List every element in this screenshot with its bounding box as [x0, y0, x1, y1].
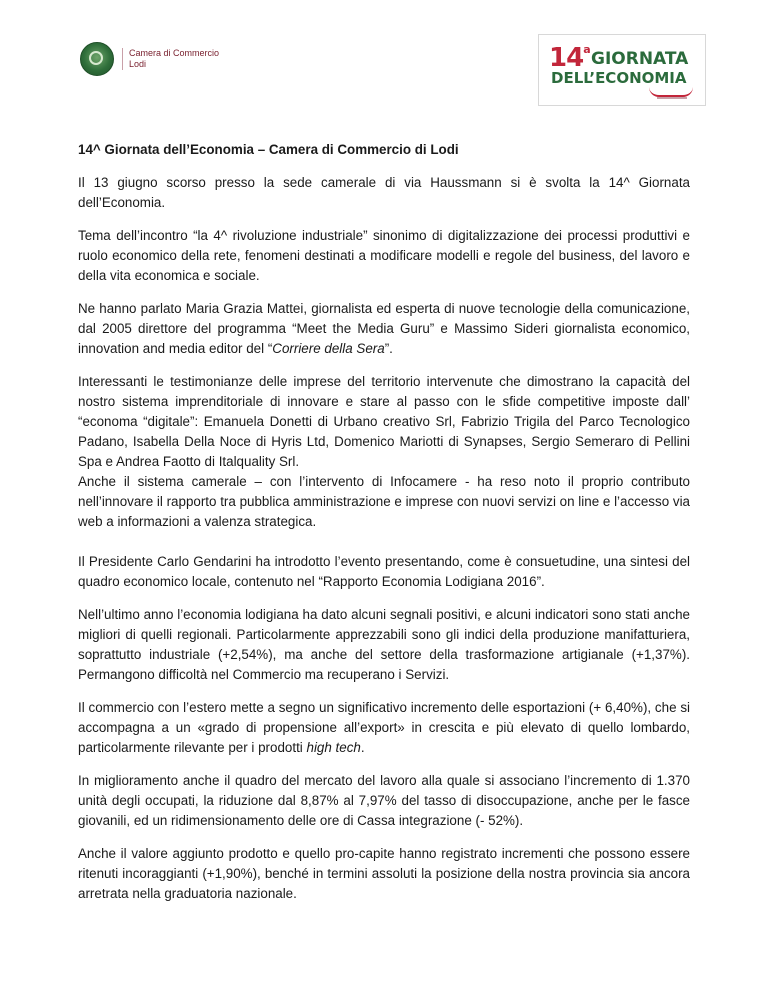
chamber-seal-icon — [80, 42, 114, 76]
giornata-logo-sup: a — [583, 43, 590, 56]
paragraph-6: Il Presidente Carlo Gendarini ha introdotto l’evento presentando, come è consuetudine, una sintesi del quadro economico locale, contenuto nel “Rapporto Economia Lodigiana 2016”. — [78, 554, 690, 589]
paragraph-1: Il 13 giugno scorso presso la sede camerale di via Haussmann si è svolta la 14^ Giornata dell’Economia. — [78, 175, 690, 210]
paragraph-5: Anche il sistema camerale – con l’intervento di Infocamere - ha reso noto il proprio contributo nell’innovare il rapporto tra pubblica amministrazione e imprese con nuovi servizi on line e l’accesso via web a informazioni a valenza strategica. — [78, 474, 690, 529]
document-title: 14^ Giornata dell’Economia – Camera di Commercio di Lodi — [78, 142, 459, 157]
giornata-logo-number-value: 14 — [549, 43, 584, 73]
page-header — [0, 0, 768, 120]
paragraph-9: In miglioramento anche il quadro del mercato del lavoro alla quale si associano l’incremento di 1.370 unità degli occupati, la riduzione dal 8,87% al 7,97% del tasso di disoccupazione, anche per le fasce giovanili, ed un ridimensionamento delle ore di Cassa integrazione (- 52%). — [78, 773, 690, 828]
chamber-of-commerce-logo — [80, 42, 219, 76]
giornata-logo-line1: GIORNATA — [591, 49, 689, 69]
logo-swoosh-icon — [649, 87, 693, 97]
paragraph-8-text-b: . — [360, 740, 365, 755]
paragraph-8 — [78, 698, 690, 758]
paragraph-3 — [78, 299, 690, 359]
document-body — [78, 140, 690, 917]
giornata-economia-logo — [538, 34, 706, 106]
chamber-logo-line2: Lodi — [129, 59, 147, 69]
chamber-logo-line1: Camera di Commercio — [129, 48, 220, 58]
giornata-logo-line2: DELL’ECONOMIA — [551, 69, 687, 87]
paragraph-8-italic: high tech — [306, 740, 361, 755]
paragraph-2: Tema dell’incontro “la 4^ rivoluzione industriale” sinonimo di digitalizzazione dei processi produttivi e ruolo economico della rete, fenomeni destinati a modificare modelli e regole del business, del lavoro e della vita economica e sociale. — [78, 228, 690, 283]
paragraph-7: Nell’ultimo anno l’economia lodigiana ha dato alcuni segnali positivi, e alcuni indicatori sono stati anche migliori di quelli regionali. Particolarmente apprezzabili sono gli indici della produzione manifatturiera, soprattutto industriale (+2,54%), ma anche del settore della trasformazione artigianale (+1,37%). Permangono difficoltà nel Commercio ma recuperano i Servizi. — [78, 607, 690, 682]
paragraph-4: Interessanti le testimonianze delle imprese del territorio intervenute che dimostrano la capacità del nostro sistema imprenditoriale di innovare e stare al passo con le sfide competitive imposte dall’ “economa “digitale”: Emanuela Donetti di Urbano creativo Srl, Fabrizio Trigila del Parco Tecnologico Padano, Isabella Della Noce di Hyris Ltd, Domenico Mariotti di Synapses, Sergio Semeraro di Pellini Spa e Andrea Faotto di Italquality Srl. — [78, 374, 690, 469]
paragraph-3-italic: Corriere della Sera — [272, 341, 385, 356]
paragraph-10: Anche il valore aggiunto prodotto e quello pro-capite hanno registrato incrementi che possono essere ritenuti incoraggianti (+1,90%), benché in termini assoluti la posizione della nostra provincia sia ancora arretrata nella graduatoria nazionale. — [78, 846, 690, 901]
paragraph-3-text-b: ”. — [384, 341, 393, 356]
paragraph-3-text-a: Ne hanno parlato Maria Grazia Mattei, giornalista ed esperta di nuove tecnologie della comunicazione, dal 2005 direttore del programma “Meet the Media Guru” e Massimo Sideri giornalista economico, innovation and media editor del “ — [78, 301, 690, 356]
chamber-logo-text — [122, 48, 219, 70]
logo-underline — [657, 97, 687, 99]
paragraph-8-text-a: Il commercio con l’estero mette a segno un significativo incremento delle esportazioni (+ 6,40%), che si accompagna a un «grado di propensione all’export» in crescita e più elevato di quello lombardo, particolarmente rilevante per i prodotti — [78, 700, 690, 755]
